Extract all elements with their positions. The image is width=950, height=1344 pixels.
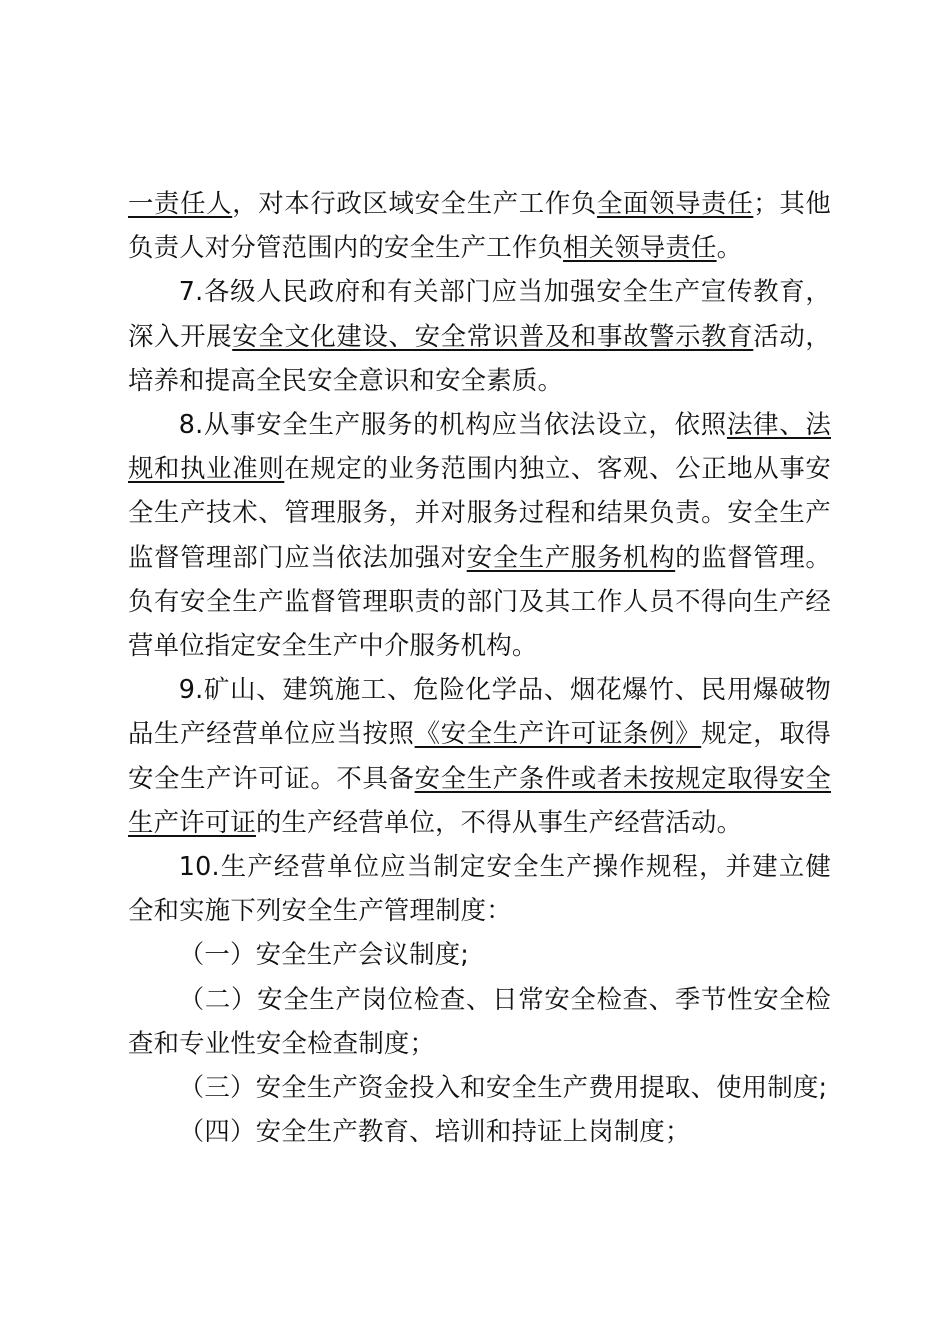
underlined-term: 一责任人 bbox=[128, 188, 233, 218]
list-item: （四）安全生产教育、培训和持证上岗制度； bbox=[178, 1116, 691, 1147]
text-run: 活动，培养和提高全民安全意识和安全素质。 bbox=[128, 320, 831, 395]
underlined-term: 安全文化建设、安全常识普及和事故警示教育 bbox=[232, 320, 754, 351]
list-item: （三）安全生产资金投入和安全生产费用提取、使用制度; bbox=[178, 1072, 828, 1103]
underlined-term: 安全生产服务机构 bbox=[466, 541, 676, 572]
text-run: 的监督管理。负有安全生产监督管理职责的部门及其工作人员不得向生产经营单位指定安全生产中介服务机构。 bbox=[128, 541, 831, 661]
paragraph-7 bbox=[128, 269, 831, 402]
paragraph-10: 10.生产经营单位应当制定安全生产操作规程，并建立健全和实施下列安全生产管理制度： bbox=[128, 851, 831, 926]
text-run: 8.从事安全生产服务的机构应当依法设立，依照 bbox=[178, 409, 727, 440]
text-run: 。 bbox=[716, 232, 743, 263]
underlined-term: 全面领导责任 bbox=[596, 188, 754, 218]
text-run: ；其他负责人对分管范围内的安全生产工作负 bbox=[128, 188, 831, 263]
underlined-term: 法律、法规和执业准则 bbox=[128, 409, 831, 484]
paragraph-8 bbox=[128, 402, 831, 667]
text-run: 9.矿山、建筑施工、危险化学品、烟花爆竹、民用爆破物品生产经营单位应当按照 bbox=[128, 674, 831, 749]
list-item: （二）安全生产岗位检查、日常安全检查、季节性安全检查和专业性安全检查制度； bbox=[128, 983, 831, 1058]
list-item: （一）安全生产会议制度; bbox=[178, 939, 470, 970]
text-run: 7.各级人民政府和有关部门应当加强安全生产宣传教育，深入开展 bbox=[128, 276, 831, 351]
paragraph-6-continued bbox=[128, 181, 831, 269]
underlined-term: 安全生产条件或者未按规定取得安全生产许可证 bbox=[128, 762, 831, 837]
text-run: 在规定的业务范围内独立、客观、公正地从事安全生产技术、管理服务，并对服务过程和结果负责。安全生产监督管理部门应当依法加强对 bbox=[128, 453, 831, 572]
underlined-term: 《安全生产许可证条例》 bbox=[414, 718, 702, 749]
underlined-term: 相关领导责任 bbox=[563, 232, 717, 263]
text-run: ，对本行政区域安全生产工作负 bbox=[232, 188, 597, 218]
text-run: 的生产经营单位，不得从事生产经营活动。 bbox=[255, 806, 743, 837]
text-run: 规定，取得安全生产许可证。不具备 bbox=[128, 718, 831, 793]
document-body bbox=[128, 181, 831, 1153]
paragraph-9 bbox=[128, 667, 831, 844]
